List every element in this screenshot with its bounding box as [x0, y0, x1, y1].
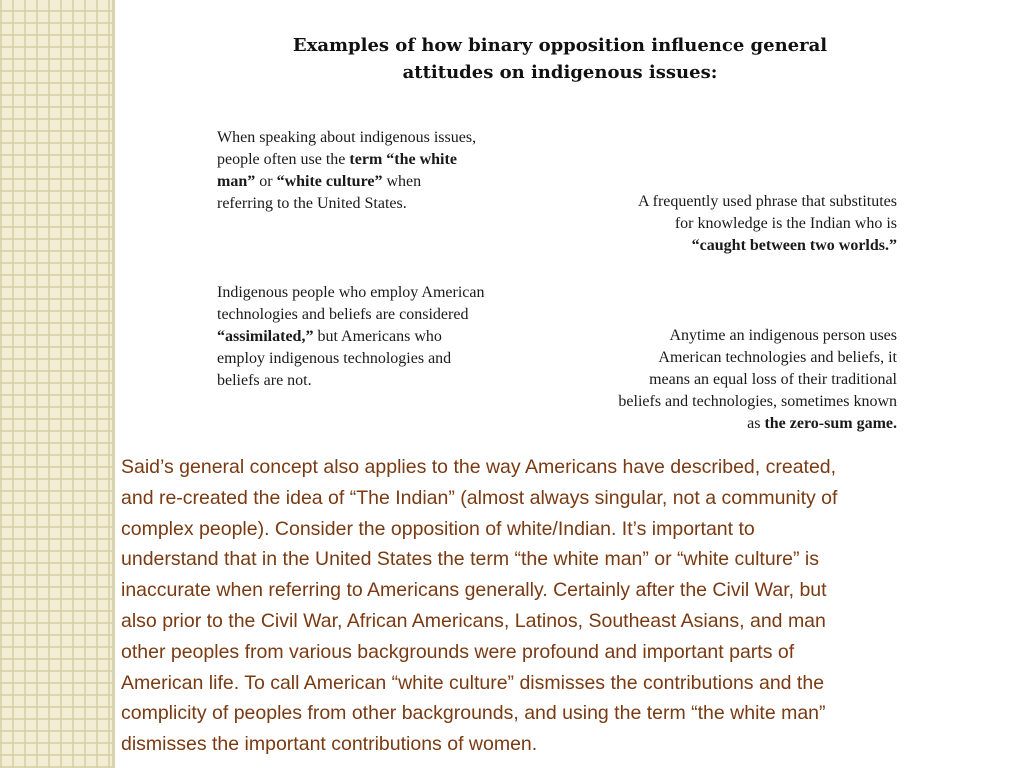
body-line: and re-created the idea of “The Indian” (almost always singular, not a community of [121, 486, 838, 509]
body-line: complicity of peoples from other backgrounds, and using the term “the white man” [121, 702, 826, 725]
example-line: Anytime an indigenous person uses [669, 327, 897, 344]
body-line: other peoples from various backgrounds were profound and important parts of [121, 640, 795, 663]
body-line: complex people). Consider the opposition of white/Indian. It’s important to [121, 517, 755, 540]
example-bold-text: “white culture” [276, 173, 383, 190]
example-line: means an equal loss of their traditional [649, 371, 897, 388]
example-two-worlds [505, 191, 897, 257]
example-line [217, 326, 557, 348]
body-line: also prior to the Civil War, African Americans, Latinos, Southeast Asians, and man [121, 609, 826, 632]
example-line [505, 235, 897, 257]
example-line [217, 149, 547, 171]
image-title-line: attitudes on indigenous issues: [402, 62, 718, 83]
example-line: technologies and beliefs are considered [217, 306, 469, 323]
example-white-man-term [217, 127, 547, 215]
example-line: A frequently used phrase that substitutes [637, 193, 897, 210]
example-line: American technologies and beliefs, it [658, 349, 897, 366]
example-line: When speaking about indigenous issues, [217, 129, 477, 146]
example-line: beliefs and technologies, sometimes known [618, 393, 897, 410]
body-line: American life. To call American “white culture” dismisses the contributions and the [121, 671, 825, 694]
example-line: for knowledge is the Indian who is [674, 215, 897, 232]
image-title [205, 32, 915, 86]
embedded-examples-image [205, 28, 915, 438]
image-title-line: Examples of how binary opposition influence general [292, 35, 828, 56]
example-bold-text: term “the white [349, 151, 457, 168]
decorative-sidebar-pattern [0, 0, 112, 768]
example-bold-text: the zero-sum game. [764, 415, 897, 432]
example-bold-text: “assimilated,” [217, 328, 314, 345]
example-bold-text: “caught between two worlds.” [691, 237, 897, 254]
example-bold-text: man” [217, 173, 256, 190]
body-line: dismisses the important contributions of women. [121, 733, 538, 756]
example-zero-sum-game [535, 325, 897, 435]
example-line [217, 171, 547, 193]
example-assimilated [217, 282, 557, 392]
example-line: beliefs are not. [217, 372, 312, 389]
example-line: Indigenous people who employ American [217, 284, 485, 301]
example-text: but Americans who [313, 328, 442, 345]
body-line: Said’s general concept also applies to the way Americans have described, created, [121, 456, 837, 478]
example-line: referring to the United States. [217, 195, 407, 212]
example-text: people often use the [217, 151, 350, 168]
example-text: when [382, 173, 422, 190]
example-line [535, 413, 897, 435]
sidebar-divider [112, 0, 115, 768]
slide-body-paragraph [121, 452, 1001, 760]
example-text: as [747, 415, 765, 432]
example-line: employ indigenous technologies and [217, 350, 452, 367]
body-line: understand that in the United States the term “the white man” or “white culture” is [121, 548, 820, 571]
body-line: inaccurate when referring to Americans generally. Certainly after the Civil War, but [121, 579, 827, 602]
example-text: or [255, 173, 277, 190]
